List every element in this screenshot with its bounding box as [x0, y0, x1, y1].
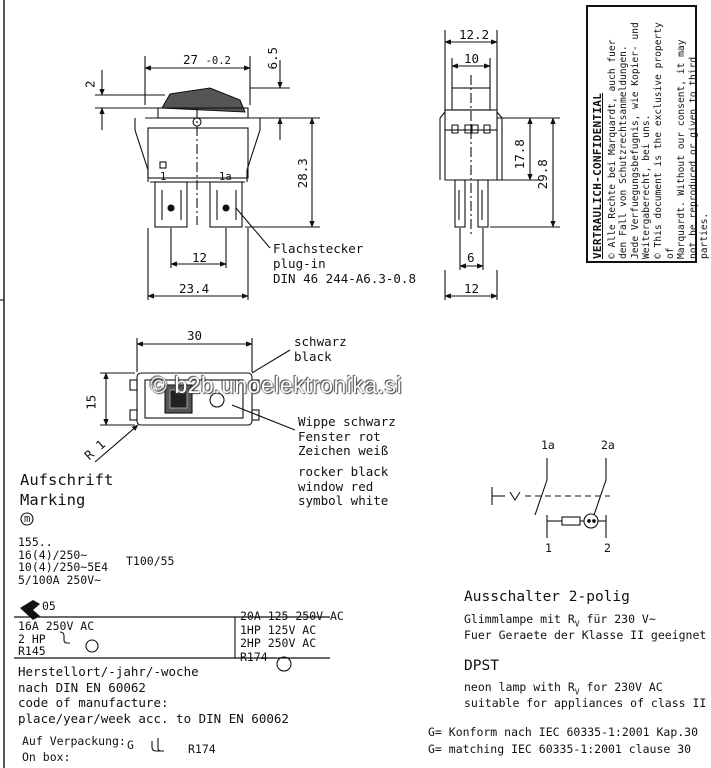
- packing-en: On box:: [22, 750, 71, 764]
- pin-label-left: 1: [160, 171, 167, 183]
- confidential-line: © This document is the exclusive property of: [652, 22, 676, 259]
- marking-heading-en: Marking: [20, 491, 86, 509]
- rocker-color-en: rocker black window red symbol white: [298, 464, 389, 508]
- desc-title-en: DPST: [464, 658, 499, 674]
- packing-g: G: [127, 738, 134, 752]
- confidential-line: © Alle Rechte bei Marquardt, auch fuer: [606, 39, 618, 259]
- desc-line1-en: neon lamp with $R_V$ for 230V AC: [464, 680, 663, 697]
- dim-front-width: 30: [187, 328, 203, 343]
- dim-side-width: 12.2: [459, 27, 490, 42]
- pin-label-right: 1a: [219, 171, 232, 183]
- confidential-line: Marquardt. Without our consent, it may: [676, 39, 688, 259]
- desc-line2-en: suitable for appliances of class II: [464, 696, 707, 710]
- dim-side-inner: 10: [464, 51, 480, 66]
- confidential-line: Weitergaberecht, bei uns.: [641, 114, 653, 259]
- front-view-switch: [95, 338, 295, 462]
- confidential-box: [586, 5, 711, 263]
- rocker-color-de: Wippe schwarz Fenster rot Zeichen weiß: [298, 414, 396, 458]
- dim-side-pin: 6: [467, 250, 475, 265]
- conform-de: G= Konform nach IEC 60335-1:2001 Kap.30: [428, 725, 699, 739]
- watermark: © b2b.unoelektronika.si: [150, 372, 403, 398]
- ul-rating-right: 20A 125-250V AC 1HP 125V AC 2HP 250V AC R174: [240, 609, 344, 664]
- dim-top-width: 27 -0.2: [183, 52, 231, 67]
- schematic-label-1: 1: [545, 541, 552, 555]
- confidential-line: Jede Verfuegungsbefugnis, wie Kopier- und: [629, 22, 641, 259]
- dim-base-width: 23.4: [179, 281, 210, 296]
- desc-line2-de: Fuer Geraete der Klasse II geeignet: [464, 628, 707, 642]
- cert-05: 05: [42, 599, 56, 613]
- dim-top-height: 6.5: [265, 46, 281, 70]
- packing-r: R174: [188, 742, 216, 756]
- conform-en: G= matching IEC 60335-1:2001 clause 30: [428, 742, 692, 756]
- packing-de: Auf Verpackung:: [22, 734, 126, 748]
- dim-rocker-tilt: 2: [82, 80, 98, 89]
- marquardt-logo: m: [24, 513, 31, 525]
- confidential-line: den Fall von Schutzrechtsanmeldungen.: [618, 45, 630, 259]
- manufacture-code: Herstellort/-jahr/-woche nach DIN EN 60062 code of manufacture: place/year/week acc. to DIN EN 60062: [18, 664, 289, 726]
- dim-radius: R 1: [81, 436, 109, 463]
- schematic-label-2a: 2a: [601, 438, 615, 452]
- marking-heading-de: Aufschrift: [20, 471, 114, 489]
- t-rating: T100/55: [126, 554, 175, 568]
- desc-title-de: Ausschalter 2-polig: [464, 589, 630, 605]
- dim-height-main: 28.3: [294, 158, 310, 189]
- confidential-line: not be reproduced or given to third parties.: [687, 56, 711, 259]
- dim-side-base: 12: [464, 281, 480, 296]
- dim-pin-pitch: 12: [192, 250, 208, 265]
- circuit-schematic: [492, 458, 610, 538]
- schematic-label-1a: 1a: [541, 438, 555, 452]
- marking-lines: 155.. 16(4)/250~ 10(4)/250~5E4 5/100A 250V~: [18, 535, 109, 587]
- dim-front-height: 15: [83, 394, 99, 410]
- confidential-title: VERTRAULICH-CONFIDENTIAL: [591, 92, 604, 259]
- schematic-label-2: 2: [604, 541, 611, 555]
- desc-line1-de: Glimmlampe mit $R_V$ für 230 V~: [464, 612, 656, 629]
- flat-connector-label: Flachstecker plug-in DIN 46 244-A6.3-0.8: [273, 241, 416, 286]
- dim-side-h1: 17.8: [511, 139, 527, 170]
- dim-side-h2: 29.8: [534, 159, 550, 190]
- ul-rating-left: 16A 250V AC 2 HP R145: [18, 619, 95, 658]
- housing-color-label: schwarz black: [294, 334, 347, 364]
